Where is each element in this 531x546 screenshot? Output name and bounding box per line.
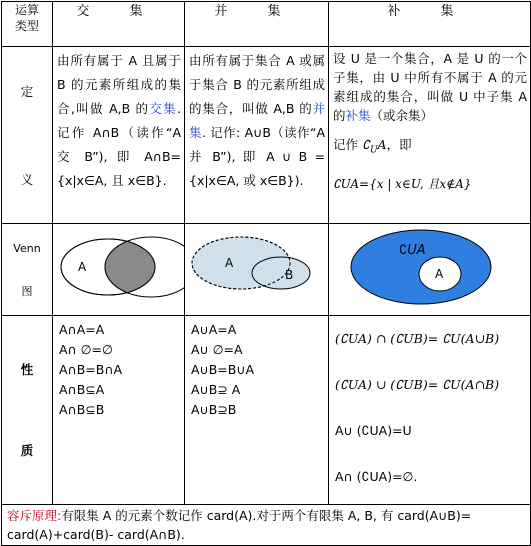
venn-row — [2, 224, 531, 316]
inclusion-exclusion-text: 有限集 A 的元素个数记作 card(A).对于两个有限集 A, B, 有 card(A∪B)= card(A)+card(B)- card(A∩B). — [7, 508, 472, 542]
properties-label-top: 性 — [20, 361, 34, 377]
set-operations-table — [1, 1, 531, 546]
complement-properties — [329, 316, 531, 505]
definition-label-top: 定 — [20, 83, 34, 99]
union-property: A∪B=B∪A — [191, 362, 255, 377]
union-definition-text1: 由所有属于集合 A 或属于集合 B 的元素所组成的集合，叫做 A,B 的 — [189, 53, 325, 116]
properties-row — [2, 316, 531, 505]
venn-union-b-label: B — [285, 268, 294, 282]
complement-notation-tail: ，即 — [386, 137, 412, 152]
definition-row — [2, 47, 531, 224]
intersection-header: 交 集 — [53, 2, 185, 47]
definition-label-bottom: 义 — [20, 171, 34, 187]
venn-union-a-label: A — [225, 256, 234, 270]
intersection-property: A∩A=A — [59, 322, 105, 337]
complement-venn-diagram — [329, 224, 531, 310]
inclusion-exclusion-term: 容斥原理: — [7, 508, 62, 523]
union-properties — [185, 316, 329, 505]
complement-notation-symbol: ∁ — [362, 137, 370, 152]
venn-label-line2: 图 — [21, 284, 33, 298]
intersection-property: A∩B⊆A — [59, 382, 105, 397]
complement-definition-text2: （或余集） — [370, 108, 434, 123]
corner-header-line2: 类型 — [14, 19, 39, 33]
union-property: A∪ ∅=A — [191, 342, 243, 357]
intersection-property: A∩B=B∩A — [59, 362, 123, 377]
complement-notation-sub: U — [369, 145, 378, 156]
union-property: A∪A=A — [191, 322, 237, 337]
header-row — [2, 2, 531, 47]
intersection-properties — [53, 316, 185, 505]
complement-term: 补集 — [345, 108, 371, 123]
venn-intersection-region — [105, 237, 185, 297]
union-venn-diagram — [185, 224, 329, 310]
union-header: 并 集 — [185, 2, 329, 47]
intersection-definition — [53, 47, 185, 224]
complement-venn-cell — [329, 224, 531, 316]
venn-complement-inner-label: A — [435, 267, 444, 281]
properties-label — [2, 316, 53, 505]
intersection-venn-cell — [53, 224, 185, 316]
intersection-term: 交集 — [149, 101, 178, 116]
corner-header-line1: 运算 — [14, 3, 39, 17]
venn-union-b-ellipse — [252, 257, 310, 289]
venn-label-line1: Venn — [13, 241, 41, 255]
complement-notation-lead: 记作 — [333, 137, 359, 152]
properties-label-bottom: 质 — [20, 443, 34, 459]
union-term: 并集 — [189, 101, 325, 140]
complement-header: 补 集 — [329, 2, 531, 47]
complement-definition — [329, 47, 531, 224]
union-property: A∪B⊇B — [191, 402, 237, 417]
union-definition-text2: . 记作: A∪B（读作“A 并 B”), 即 A ∪ B ={x|x∈A, 或 x∈B}). — [189, 125, 325, 188]
complement-property: A∪ (∁UA)=U — [335, 423, 412, 438]
intersection-definition-text2: . 记作 A∩B（读作“A 交 B”), 即 A∩B={x|x∈A, 且 x∈B}. — [57, 101, 181, 188]
corner-header — [2, 2, 53, 47]
complement-notation-set: A — [377, 137, 387, 152]
intersection-property: A∩ ∅=∅ — [59, 342, 113, 357]
footer-row — [2, 505, 531, 546]
complement-definition-text1: 设 U 是一个集合，A 是 U 的一个子集，由 U 中所有不属于 A 的元素组成的集合，叫做 U 中子集 A 的 — [333, 51, 527, 123]
union-venn-cell — [185, 224, 329, 316]
inclusion-exclusion-note — [2, 505, 531, 546]
intersection-property: A∩B⊆B — [59, 402, 105, 417]
complement-notation — [333, 135, 527, 161]
venn-complement-outer-label: ∁UA — [399, 243, 426, 258]
union-property: A∪B⊇ A — [191, 382, 241, 397]
union-definition — [185, 47, 329, 224]
complement-formula: ∁UA={x | x∈U, 且x∉A} — [333, 176, 472, 191]
complement-property: (∁UA) ∪ (∁UB)= ∁U(A∩B) — [335, 377, 500, 392]
venn-label — [2, 224, 53, 316]
venn-intersection-a-label: A — [78, 260, 87, 274]
complement-property: (∁UA) ∩ (∁UB)= ∁U(A∪B) — [335, 331, 500, 346]
intersection-definition-text1: 由所有属于 A 且属于 B 的元素所组成的集合,叫做 A,B 的 — [57, 53, 181, 116]
intersection-venn-diagram — [53, 224, 185, 310]
definition-label — [2, 47, 53, 224]
complement-property: A∩ (∁UA)=∅. — [335, 469, 418, 484]
